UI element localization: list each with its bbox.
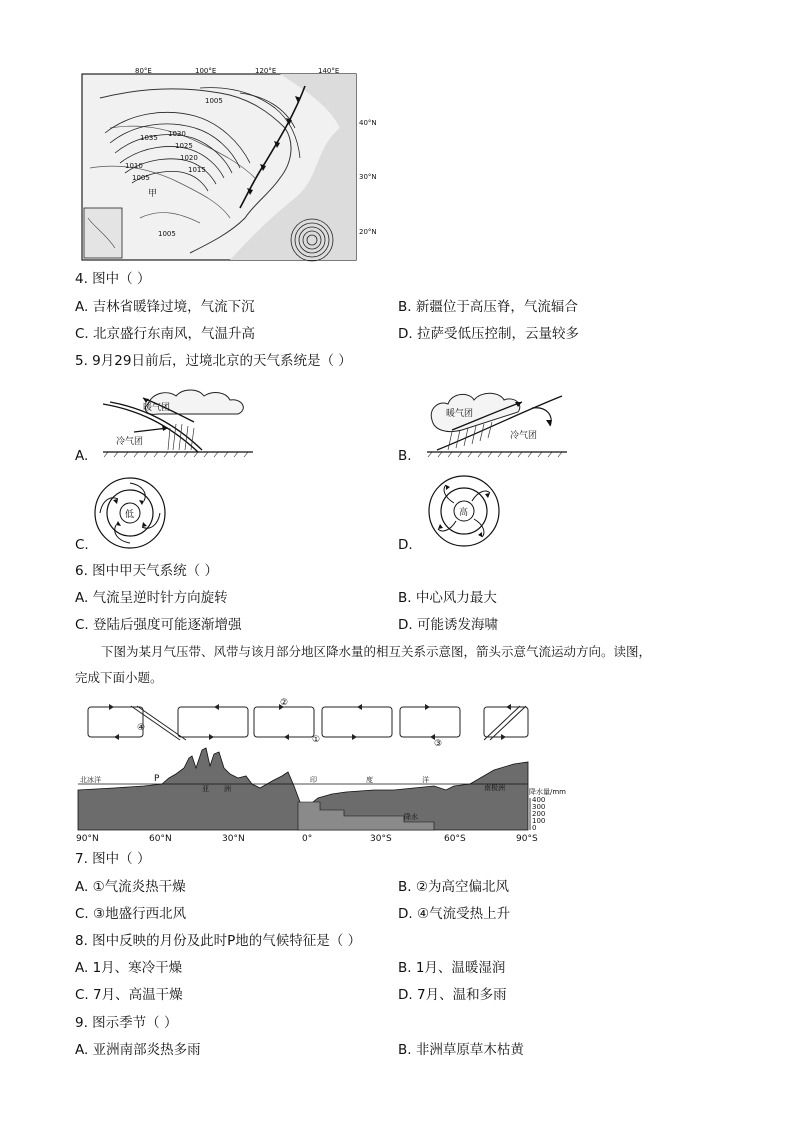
cell-marker-3: ③: [434, 739, 443, 749]
q5-option-c[interactable]: C.: [75, 537, 89, 553]
isobar-label: 1005: [132, 174, 150, 182]
lat-tick: 60°S: [444, 834, 466, 844]
isobar-label: 1005: [158, 230, 176, 238]
q9-option-a[interactable]: A. 亚洲南部炎热多雨: [75, 1042, 201, 1058]
q7-stem: 7. 图中（ ）: [75, 851, 151, 867]
cell-marker-4: ④: [137, 723, 146, 733]
lat-label: 30°N: [359, 173, 377, 181]
lat-tick: 60°N: [149, 834, 172, 844]
region-label: 降水: [404, 813, 418, 821]
q5-option-b[interactable]: B.: [398, 448, 412, 464]
q7-option-c[interactable]: C. ③地盛行西北风: [75, 906, 187, 922]
precip-tick: 0: [532, 824, 537, 832]
system-label: 甲: [148, 189, 158, 199]
region-label-p: P: [154, 774, 160, 784]
warm-front-diagram: [422, 384, 572, 460]
q7-option-a[interactable]: A. ①气流炎热干燥: [75, 879, 186, 895]
q4-option-a[interactable]: A. 吉林省暖锋过境，气流下沉: [75, 299, 255, 315]
q8-option-b[interactable]: B. 1月、温暖湿润: [398, 960, 506, 976]
q4-option-d[interactable]: D. 拉萨受低压控制，云量较多: [398, 326, 579, 342]
cold-front-diagram: [98, 384, 258, 460]
lon-label: 140°E: [318, 67, 340, 75]
isobar-label: 1005: [205, 97, 223, 105]
q9-stem: 9. 图示季节（ ）: [75, 1015, 178, 1031]
lat-tick: 90°N: [76, 834, 99, 844]
lat-tick: 90°S: [516, 834, 538, 844]
lat-label: 20°N: [359, 228, 377, 236]
q6-stem: 6. 图中甲天气系统（ ）: [75, 563, 218, 579]
q5-option-d[interactable]: D.: [398, 537, 413, 553]
isobar-label: 1015: [188, 166, 206, 174]
lon-label: 80°E: [135, 67, 152, 75]
cold-air-label: 冷气团: [510, 431, 538, 441]
region-label: 洲: [224, 785, 231, 793]
isobar-label: 1020: [180, 154, 198, 162]
region-label: 北冰洋: [80, 776, 101, 784]
region-label: 度: [366, 776, 373, 784]
warm-air-label: 暖气团: [143, 403, 171, 413]
precip-axis-title: 降水量/mm: [529, 788, 566, 796]
q7-option-b[interactable]: B. ②为高空偏北风: [398, 879, 509, 895]
q4-option-c[interactable]: C. 北京盛行东南风，气温升高: [75, 326, 256, 342]
lat-tick: 0°: [302, 834, 313, 844]
isobar-label: 1035: [140, 134, 158, 142]
q6-option-d[interactable]: D. 可能诱发海啸: [398, 617, 498, 633]
cell-marker-2: ②: [280, 698, 289, 708]
q9-option-b[interactable]: B. 非洲草原草木枯黄: [398, 1042, 524, 1058]
q8-option-a[interactable]: A. 1月、寒冷干燥: [75, 960, 183, 976]
isobar-label: 1010: [125, 162, 143, 170]
q4-option-b[interactable]: B. 新疆位于高压脊，气流辐合: [398, 299, 578, 315]
region-label: 洋: [422, 776, 429, 784]
q7-option-d[interactable]: D. ④气流受热上升: [398, 906, 511, 922]
precip-tick: 300: [532, 803, 546, 811]
intro-line-1: 下图为某月气压带、风带与该月部分地区降水量的相互关系示意图，箭头示意气流运动方向。读图，: [101, 644, 652, 659]
q8-option-c[interactable]: C. 7月、高温干燥: [75, 987, 183, 1003]
low-center-label: 低: [125, 510, 135, 520]
precip-tick: 100: [532, 817, 546, 825]
lat-tick: 30°N: [222, 834, 245, 844]
isobar-label: 1025: [175, 142, 193, 150]
q5-stem: 5. 9月29日前后，过境北京的天气系统是（ ）: [75, 353, 352, 369]
warm-air-label: 暖气团: [446, 409, 474, 419]
q8-stem: 8. 图中反映的月份及此时P地的气候特征是（ ）: [75, 933, 362, 949]
intro-line-2: 完成下面小题。: [75, 670, 163, 685]
region-label: 印: [310, 776, 317, 784]
lon-label: 100°E: [195, 67, 217, 75]
q6-option-b[interactable]: B. 中心风力最大: [398, 590, 497, 606]
isobar-label: 1030: [168, 130, 186, 138]
cell-marker-1: ①: [312, 735, 321, 745]
region-label: 亚: [202, 785, 209, 793]
weather-map: [80, 68, 380, 264]
pressure-belt-profile: [74, 698, 566, 844]
precip-tick: 400: [532, 796, 546, 804]
q5-option-a[interactable]: A.: [75, 448, 89, 464]
lat-label: 40°N: [359, 119, 377, 127]
q6-option-a[interactable]: A. 气流呈逆时针方向旋转: [75, 590, 228, 606]
lon-label: 120°E: [255, 67, 277, 75]
high-pressure-diagram: [426, 473, 502, 549]
low-pressure-diagram: [92, 475, 168, 551]
lat-tick: 30°S: [370, 834, 392, 844]
high-center-label: 高: [459, 508, 469, 518]
q6-option-c[interactable]: C. 登陆后强度可能逐渐增强: [75, 617, 242, 633]
q8-option-d[interactable]: D. 7月、温和多雨: [398, 987, 507, 1003]
cold-air-label: 冷气团: [116, 437, 144, 447]
region-label: 南极洲: [484, 784, 505, 792]
precip-tick: 200: [532, 810, 546, 818]
q4-stem: 4. 图中（ ）: [75, 271, 151, 287]
